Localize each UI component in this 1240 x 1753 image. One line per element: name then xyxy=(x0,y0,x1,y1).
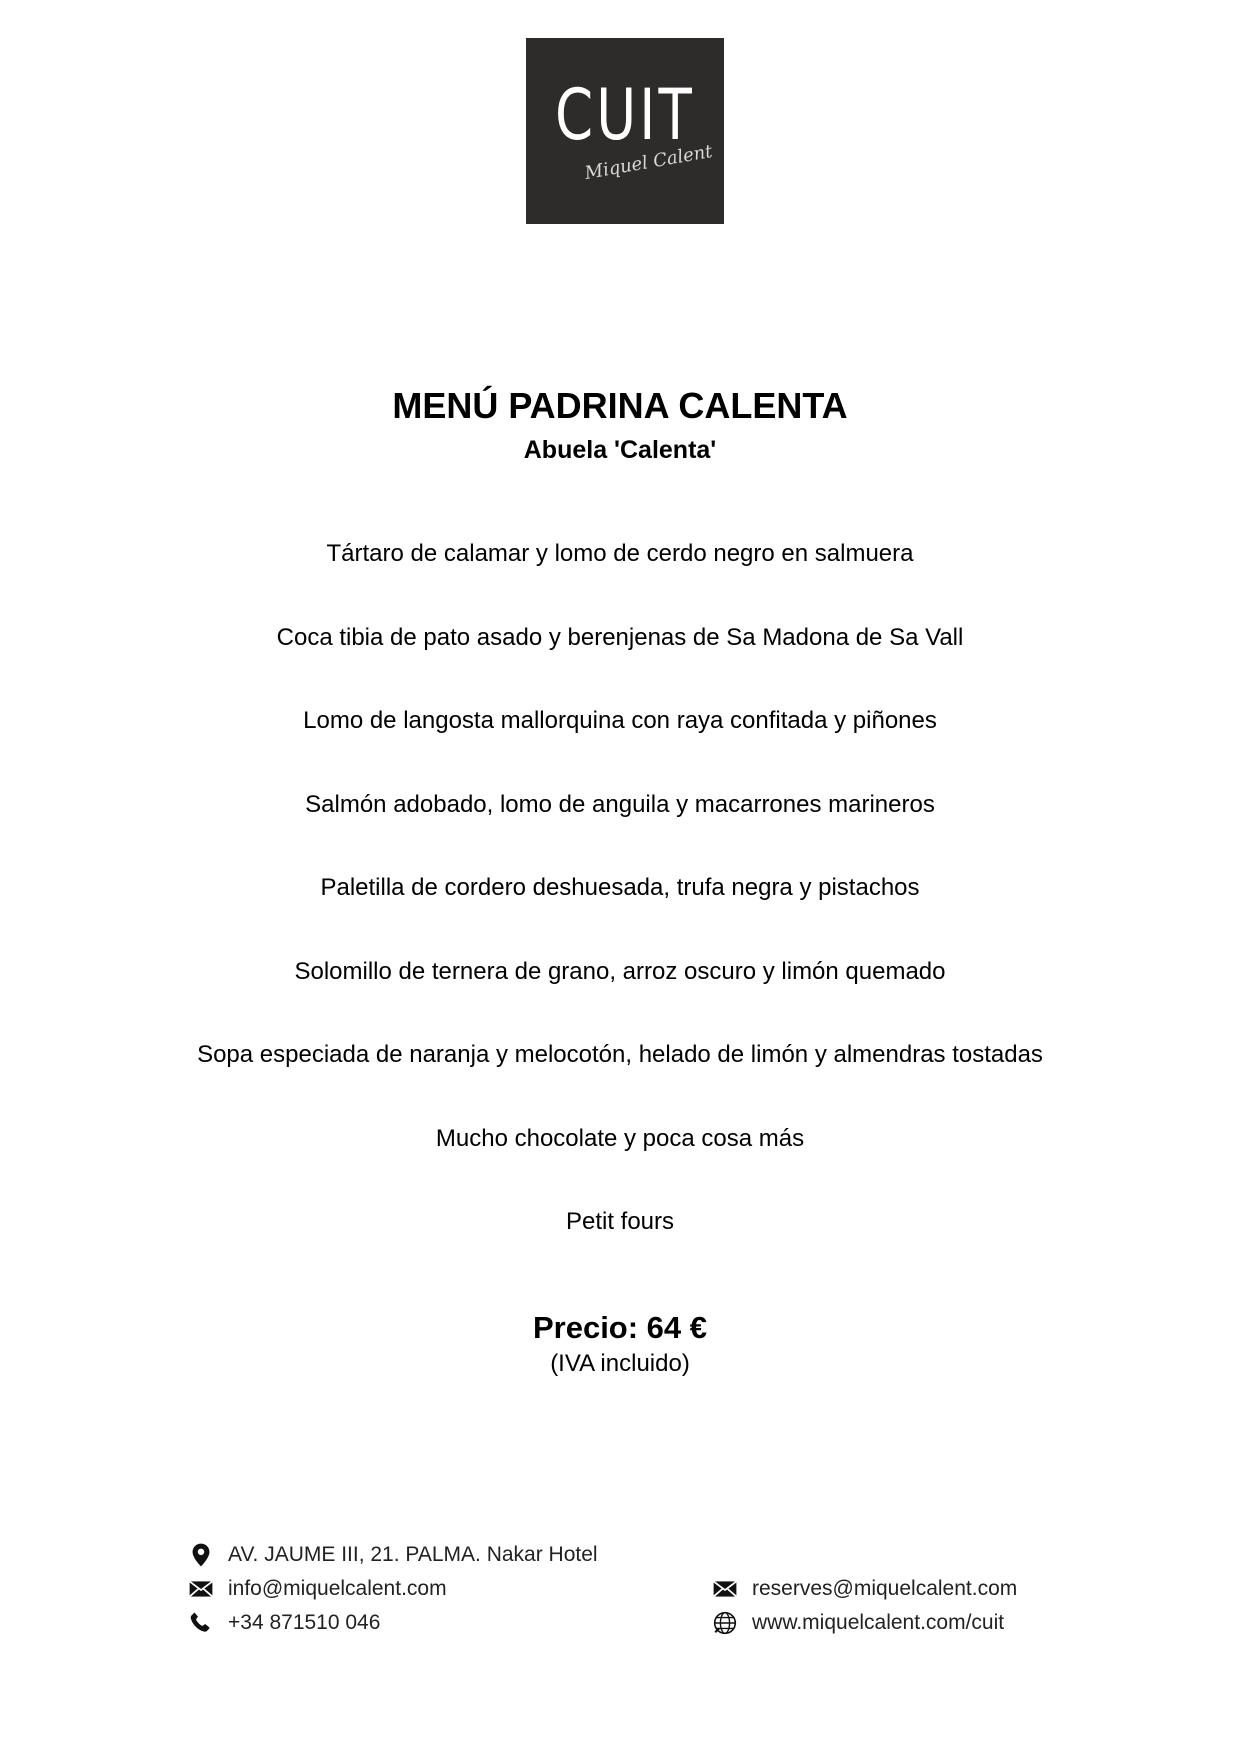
envelope-icon xyxy=(188,1576,214,1602)
menu-header xyxy=(0,382,1240,470)
footer-website xyxy=(712,1606,1017,1640)
dish-item: Tártaro de calamar y lomo de cerdo negro en salmuera xyxy=(326,540,914,567)
website-link[interactable]: www.miquelcalent.com/cuit xyxy=(752,1611,1005,1634)
footer-contact-left xyxy=(188,1538,598,1640)
menu-title: MENÚ PADRINA CALENTA xyxy=(392,385,848,426)
globe-icon xyxy=(712,1610,738,1636)
footer-email-reserves xyxy=(712,1572,1017,1606)
menu-subtitle: Abuela 'Calenta' xyxy=(523,436,717,464)
dish-list xyxy=(0,534,1240,1286)
dish-item: Paletilla de cordero deshuesada, trufa negra y pistachos xyxy=(320,874,920,901)
envelope-icon xyxy=(712,1576,738,1602)
location-pin-icon xyxy=(188,1542,214,1568)
email-reserves-link[interactable]: reserves@miquelcalent.com xyxy=(752,1577,1018,1600)
price-note: (IVA incluido) xyxy=(550,1350,690,1377)
dish-item: Petit fours xyxy=(565,1208,675,1235)
phone-text: +34 871510 046 xyxy=(228,1611,381,1634)
logo-signature: Miquel Calent xyxy=(583,140,715,185)
footer-contact-right xyxy=(712,1572,1017,1640)
address-text: AV. JAUME III, 21. PALMA. Nakar Hotel xyxy=(228,1543,598,1566)
dish-item: Lomo de langosta mallorquina con raya confitada y piñones xyxy=(303,707,937,734)
dish-item: Mucho chocolate y poca cosa más xyxy=(435,1124,805,1152)
email-info-link[interactable]: info@miquelcalent.com xyxy=(228,1577,447,1600)
price-block xyxy=(0,1308,1240,1380)
footer-email-info xyxy=(188,1572,598,1606)
dish-item: Coca tibia de pato asado y berenjenas de Sa Madona de Sa Vall xyxy=(276,623,964,651)
price-label: Precio: 64 € xyxy=(532,1310,708,1345)
footer-phone xyxy=(188,1606,598,1640)
footer-address xyxy=(188,1538,598,1572)
dish-item: Solomillo de ternera de grano, arroz oscuro y limón quemado xyxy=(294,957,946,985)
phone-icon xyxy=(188,1610,214,1636)
dish-item: Salmón adobado, lomo de anguila y macarrones marineros xyxy=(305,790,935,818)
brand-logo xyxy=(526,38,724,224)
logo-wordmark: CUIT xyxy=(554,74,696,156)
dish-item: Sopa especiada de naranja y melocotón, helado de limón y almendras tostadas xyxy=(197,1041,1043,1068)
